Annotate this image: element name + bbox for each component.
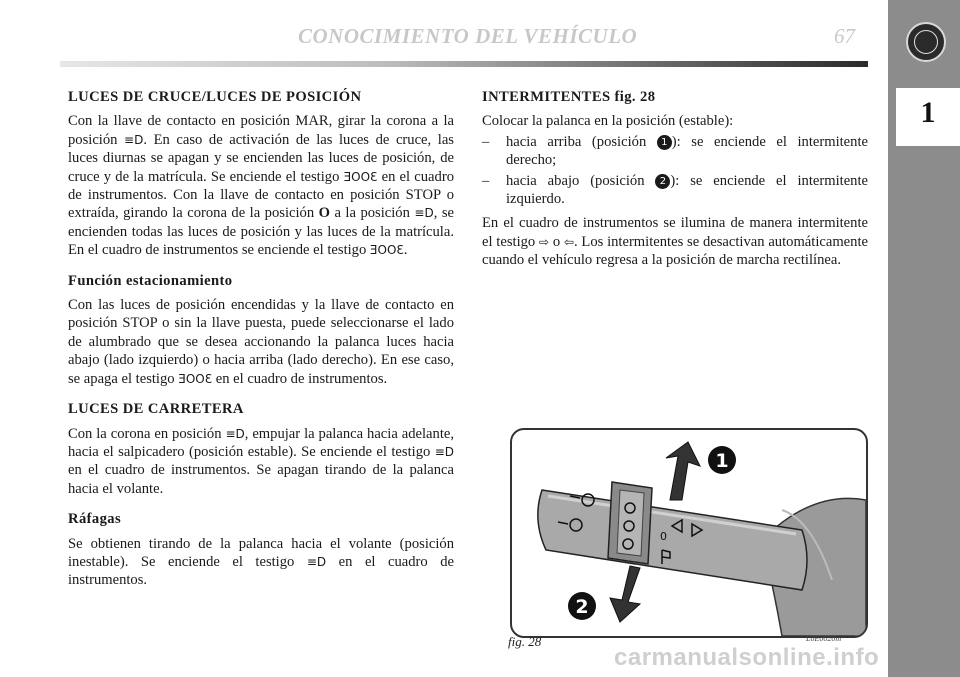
text: , se encienden todas las luces de posición y las luces de la matrícula. En el cuadro de instrumentos se enciende el testigo xyxy=(68,205,454,259)
watermark: carmanualsonline.info xyxy=(614,644,880,671)
text: Con las luces de posición encendidas y la llave de contacto en posición STOP o sin la llave puesta, puede seleccionarse el lado de alumbrado que se desea accionando la palanca luces hacia abajo (lado izquierdo) o hacia arriba (lado derecho). En ese caso, se apaga el testigo xyxy=(68,297,454,387)
text: En el cuadro de instrumentos se ilumina de manera intermitente el testigo xyxy=(482,215,868,250)
high-beam-icon: ≡D xyxy=(306,554,327,569)
chapter-number: 1 xyxy=(920,96,936,129)
text: en el cuadro de instrumentos. xyxy=(212,370,388,387)
low-beam-icon: ≡D xyxy=(414,206,434,221)
text: o xyxy=(552,233,561,250)
text: en el cuadro de instrumentos. xyxy=(68,553,455,589)
paragraph-flash xyxy=(68,535,454,590)
position-light-icon: ƎOOƐ xyxy=(343,169,378,184)
section-title-flash: Ráfagas xyxy=(68,511,122,528)
paragraph-turn-intro: Colocar la palanca en la posición (estable): xyxy=(482,113,734,130)
position-1-icon: 1 xyxy=(657,135,672,150)
dash: – xyxy=(482,172,490,189)
text: a la posición xyxy=(329,205,415,222)
text: hacia abajo (posición xyxy=(506,172,656,189)
text: . xyxy=(403,242,408,259)
text: ): se enciende el intermitente derecho; xyxy=(506,133,868,169)
header-rule xyxy=(60,61,868,67)
text: hacia arriba (posición xyxy=(506,133,657,150)
chapter-tab xyxy=(896,88,960,146)
figure-caption: fig. 28 xyxy=(508,634,542,649)
page-number: 67 xyxy=(834,24,855,48)
section-title-high-beam: LUCES DE CARRETERA xyxy=(68,401,244,418)
paragraph-parking xyxy=(68,296,454,388)
high-beam-icon: ≡D xyxy=(434,444,454,459)
stalk-marking: 0 xyxy=(660,530,667,543)
turn-left-icon: ⇦ xyxy=(563,234,574,249)
text: en el cuadro de instrumentos. Se apagan tirando de la palanca hacia el volante. xyxy=(68,462,454,497)
text: Con la corona en posición xyxy=(68,425,226,442)
paragraph-low-beam xyxy=(68,112,454,259)
figure-turn-signal-stalk xyxy=(510,428,868,638)
section-title-turn-signals: INTERMITENTES fig. 28 xyxy=(482,89,656,105)
ring-off-icon: O xyxy=(318,205,330,222)
position-light-icon: ƎOOƐ xyxy=(178,371,213,386)
arrow-up-icon xyxy=(666,442,700,500)
text: Se obtienen tirando de la palanca hacia el volante (posición inestable). Se enciende el testigo xyxy=(68,535,454,570)
turn-right-icon: ⇨ xyxy=(539,234,550,249)
text: , empujar la palanca hacia adelante, hacia el salpicadero (posición estable). Se enciende el testigo xyxy=(68,425,454,460)
turn-signal-list xyxy=(482,133,868,209)
list-item xyxy=(482,172,868,209)
logo-ring xyxy=(914,30,938,54)
stalk-body xyxy=(538,490,807,590)
text: Con la llave de contacto en posición MAR, girar la corona a la posición xyxy=(68,113,454,148)
paragraph-turn-indicator xyxy=(482,214,868,269)
text: . En caso de activación de las luces de cruce, las luces diurnas se apagan y se encienden las luces de posición, de cruce y de la matrícula. Se enciende el testigo xyxy=(68,131,454,185)
callout-1: 1 xyxy=(715,450,729,472)
arrow-down-icon xyxy=(610,566,640,622)
stalk-illustration xyxy=(512,430,866,636)
rotary-ring-face xyxy=(617,490,644,556)
callout-2: 2 xyxy=(575,596,589,618)
text: en el cuadro de instrumentos. Con la llave de contacto en posición STOP o extraída, girando la corona de la posición xyxy=(68,168,454,222)
section-title-parking: Función estacionamiento xyxy=(68,272,233,289)
figure-code: L0E0020m xyxy=(806,634,842,643)
text: . Los intermitentes se desactivan automáticamente cuando el vehículo regresa a la posición de marcha rectilínea. xyxy=(482,233,868,269)
low-beam-icon: ≡D xyxy=(225,426,245,441)
section-title-low-beam: LUCES DE CRUCE/LUCES DE POSICIÓN xyxy=(68,89,362,105)
position-2-icon: 2 xyxy=(655,174,670,189)
lancia-logo-icon xyxy=(906,22,946,62)
page-header-title: CONOCIMIENTO DEL VEHÍCULO xyxy=(298,24,638,48)
position-light-icon: ƎOOƐ xyxy=(369,243,404,258)
low-beam-icon: ≡D xyxy=(124,132,144,147)
right-column xyxy=(482,88,868,282)
left-column xyxy=(68,88,454,602)
text: ): se enciende el intermitente izquierdo. xyxy=(506,172,869,208)
list-item xyxy=(482,133,868,170)
dash: – xyxy=(482,133,490,150)
paragraph-high-beam xyxy=(68,425,454,499)
